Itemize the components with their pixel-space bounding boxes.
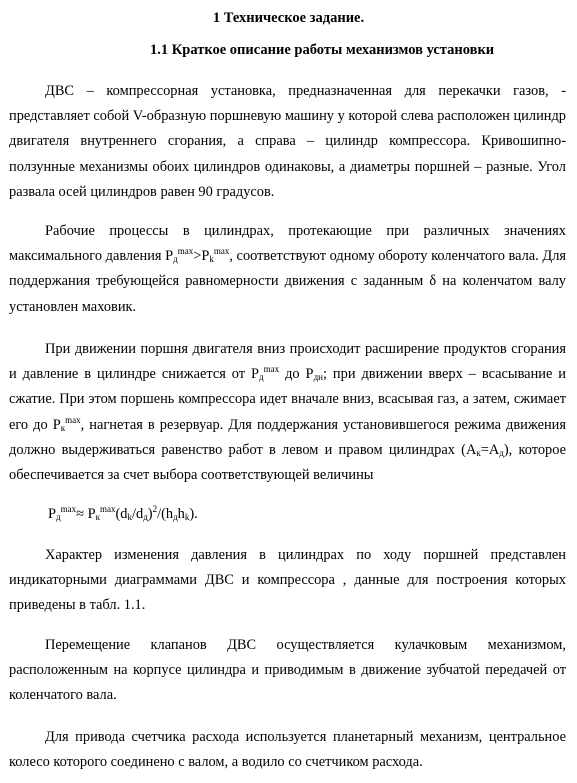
subsection-title: 1.1 Краткое описание работы механизмов установки — [150, 42, 495, 58]
paragraph-1: ДВС – компрессорная установка, предназначенная для перекачки газов, - представляет собой V-образную поршневую машину у которой слева расположен цилиндр двигателя внутреннего сгорания, а справа – цилиндр компрессора. Кривошипно-ползунные механизмы обоих цилиндров одинаковы, а диаметры поршней – разные. Угол развала осей цилиндров равен 90 градусов. — [9, 83, 566, 200]
section-title: 1 Техническое задание. — [212, 10, 365, 26]
paragraph-5: Перемещение клапанов ДВС осуществляется кулачковым механизмом, расположенным на корпусе цилиндра и приводимым в движение зубчатой передачей от коленчатого вала. — [9, 637, 566, 704]
paragraph-4: Характер изменения давления в цилиндрах по ходу поршней представлен индикаторными диаграммами ДВС и компрессора , данные для построения которых приведены в табл. 1.1. — [9, 547, 566, 614]
paragraph-6: Для привода счетчика расхода используется планетарный механизм, центральное колесо которого соединено с валом, а водило со счетчиком расхода. — [9, 729, 566, 771]
paragraph-2: Рабочие процессы в цилиндрах, протекающие при различных значениях максимального давления $P_д^{max}>P_k^{max}$, соответствуют одному обороту коленчатого вала. Для поддержания требующейся равномерности движения с заданным δ на коленчатом валу установлен маховик. — [9, 223, 566, 315]
formula-pressure: $P_д^{max}\approx P_к^{max}(d_k/d_д)^2/(h_дh_k)$. — [48, 504, 198, 522]
paragraph-3: При движении поршня двигателя вниз происходит расширение продуктов сгорания и давление в цилиндре снижается от $P_д^{max}$ до $P_{дн}$; при движении вверх – всасывание и сжатие. При этом поршень компрессора идет вначале вниз, всасывая газ, а затем, сжимает его до $P_к^{max}$, нагнетая в резервуар. Для поддержания установившегося режима движения должно выдерживаться равенство работ в левом и правом цилиндрах $(A_к=A_д)$, которое обеспечивается за счет выбора соответствующей величины — [9, 341, 567, 484]
